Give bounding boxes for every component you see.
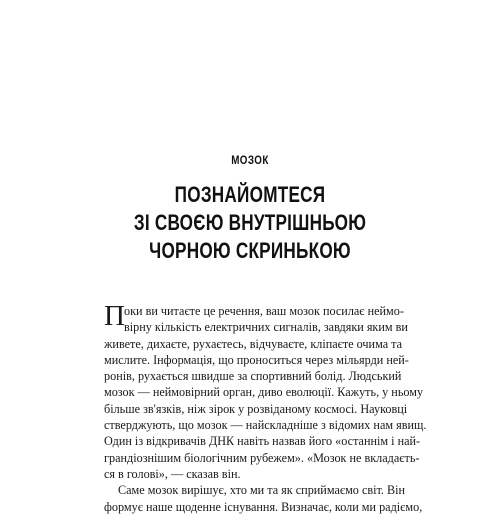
paragraph-1-line: оки ви читаєте це речення, ваш мозок посилає неймо- (124, 304, 404, 318)
paragraph-1-line: мозок — неймовірний орган, диво еволюції. Кажуть, у ньому (104, 385, 424, 400)
paragraph-1-line: більше зв'язків, ніж зірок у розвіданому космосі. Науковці (104, 401, 408, 416)
body-text (104, 300, 427, 515)
section-label: МОЗОК (231, 153, 269, 167)
paragraph-1-line: вірну кількість електричних сигналів, завдяки яким ви (124, 320, 408, 335)
drop-cap: П (104, 300, 125, 332)
paragraph-2-line: формує наше щоденне існування. Визначає, коли ми радіємо, (104, 499, 423, 514)
chapter-title-line-3: ЧОРНОЮ СКРИНЬКОЮ (149, 238, 351, 263)
chapter-title-line-2: ЗІ СВОЄЮ ВНУТРІШНЬОЮ (133, 210, 367, 235)
chapter-title-line-1: ПОЗНАЙОМТЕСЯ (174, 182, 326, 207)
paragraph-1-line: ся в голові», — сказав він. (104, 466, 241, 481)
paragraph-2-line: Саме мозок вирішує, хто ми та як сприймаємо світ. Він (118, 483, 406, 498)
chapter-title (0, 181, 500, 265)
paragraph-1-line: живете, дихаєте, рухаєтесь, відчуваєте, кліпаєте очима та (104, 336, 403, 351)
paragraph-1-line: Один із відкривачів ДНК навіть назвав його «останнім і най- (104, 434, 421, 449)
paragraph-1-line: стверджують, що мозок — найскладніше з відомих нам явищ. (104, 418, 427, 433)
paragraph-1 (104, 300, 427, 482)
paragraph-1-line: грандіознішим біологічним рубежем». «Мозок не вкладаєть- (104, 450, 420, 465)
paragraph-1-line: мислите. Інформація, що проноситься через мільярди ней- (104, 352, 409, 367)
paragraph-2 (104, 482, 423, 515)
paragraph-1-line: ронів, рухається швидше за спортивний болід. Людський (104, 369, 402, 384)
